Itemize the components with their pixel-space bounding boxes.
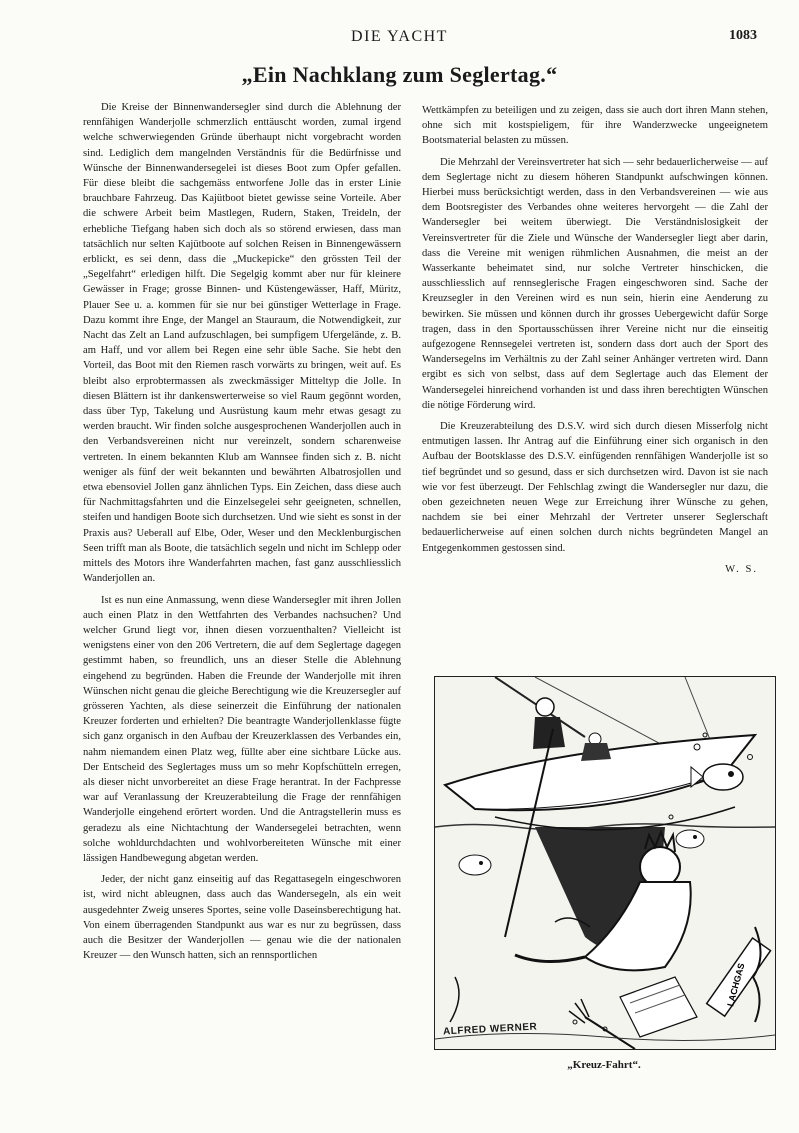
illustration-caption: „Kreuz-Fahrt“. (567, 1059, 641, 1071)
right-column (422, 103, 768, 663)
paragraph: Die Kreise der Binnenwandersegler sind durch die Ablehnung der rennfähigen Wanderjolle schmerzlich enttäuscht worden, zumal irgend welche schwerwiegenden Gründe überhaupt nicht vorgebracht worden sind. Lediglich dem mangelnden Verständnis für die Bedürfnisse und Wünsche der Binnenwandersegelei ist dieses Boot zum Opfer gefallen. Für diese bleibt die sachgemäss entworfene Jolle das in erster Linie brauchbare Fahrzeug. Das Kajütboot bietet gewisse seine Vorteile. Aber die schwere Arbeit beim Mastlegen, Rudern, Staken, Treideln, der erhebliche Tiefgang haben sich doch als so störend erwiesen, dass man tatsächlich nur selten Kajütboote auf solchen Reisen in Binnengewässern erblickt, es sei denn, dass die „Muckepicke“ den grössten Teil der „Segelfahrt“ erledigen hilft. Die Segelgig kommt aber nur für kleinere Gewässer in Frage; grosse Binnen- und Küstengewässer, Haff, Müritz, Plauer See u. a. kommen für sie nur bei günstiger Wetterlage in Frage. Dazu kommt ihre Enge, der Mangel an Stauraum, die Notwendigkeit, zur Nacht das Zelt an Land aufzuschlagen, bei sumpfigem Ufergelände, z. B. am Haff, und vor allem bei Regen eine sehr üble Sache. Sie hebt den Vorteil, das Boot mit den Riemen rasch vorwärts zu bringen, weit auf. Es bleibt also erprobtermassen als zweckmässiger Mitteltyp die Jolle. In diesen Blättern ist ihr dankenswerterweise so viel Raum gegönnt worden, dass über Typ, Takelung und Ausrüstung kaum mehr etwas gesagt zu werden braucht. Wir finden solche ausgesprochenen Wanderjollen auch in den Verbandsvereinen nicht nur vereinzelt, sondern scharenweise vertreten. In einem bekannten Klub am Wannsee finden sich z. B. nicht weniger als fünf der weit bekannten und bewährten Albatrosjollen und etwa ebensoviel Jollen ganz ähnlichen Typs. Ein Zeichen, dass diese auch für Nachmittagsfahrten und die Einzelsegelei sehr geeigneten, schnellen, steifen und handigen Boote sich durchsetzen. Und wie sieht es sonst in der Praxis aus? Ueberall auf Elbe, Oder, Weser und den Mecklenburgischen Seen trifft man als Boote, die tatsächlich segeln und nicht im Schlepp oder mittels des Motors ihre Wanderfahrten machen, fast ganz ausschliesslich Wanderjollen an. (83, 102, 401, 585)
artist-signature: ALFRED WERNER (442, 1021, 538, 1038)
cartoon-illustration (434, 676, 776, 1050)
running-head (40, 28, 759, 50)
paragraph: Die Mehrzahl der Vereinsvertreter hat sich — sehr bedauerlicherweise — auf dem Seglertage nicht zu diesem höheren Standpunkt aufschwingen können. Hierbei muss berücksichtigt werden, dass in den Verbandsvereinen — wie aus dem Bootsregister des Verbandes ohne weiteres hervorgeht — die Zahl der Wandersegler bei weitem überwiegt. Die Verständnislosigkeit der Vereinsvertreter für die Ziele und Wünsche der Wandersegler liegt aber darin, dass die Vereine mit wenigen rühmlichen Ausnahmen, die meist an der Wasserkante beheimatet sind, nur solche Vertreter hinschicken, die ausschliesslich auf rennseglerische Fragen eingeschworen sind. Sache der Kreuzsegler in den Vereinen wird es nun sein, hierin eine Aenderung zu bewirken. Sie müssen und können durch ihr grosses Uebergewicht dafür Sorge tragen, dass in den Sportausschüssen ihrer Vereine nicht nur die einseitig aufgezogene Rennsegelei vertreten ist, sondern dass dort auch der Sport des Wandersegelns im Verhältnis zu der Zahl seiner Anhänger vertreten wird. Dann ergibt es sich von selbst, dass auf dem Seglertage auch das Element der Wandersegelei hinreichend vorhanden ist und dass ihren berechtigten Wünschen die nötige Förderung wird. (422, 156, 768, 411)
article-title: „Ein Nachklang zum Seglertag.“ (241, 62, 558, 87)
paragraph: Ist es nun eine Anmassung, wenn diese Wandersegler mit ihren Jollen auch einen Platz in den Wettfahrten des Verbandes nachsuchen? Und welcher Grund liegt vor, ihnen diesen vorzuenthalten? Vielleicht ist wenigstens einer von den 206 Vertretern, die auf dem Seglertage dagegen gestimmt haben, so freundlich, uns an dieser Stelle die Ablehnung eingehend zu begründen. Haben die Freunde der Wanderjolle mit ihren Wünschen nicht genau die gleiche Berechtigung wie die Kreuzersegler auf grösseren Yachten, als diese seinerzeit die Einführung der nationalen Kreuzer forderten und erhielten? Die beantragte Wanderjollenklasse fügte sich ganz organisch in den Aufbau der Kreuzerklassen des Verbandes ein, nahm niemandem einen Platz weg, füllte aber eine sichtbare Lücke aus. Der Entscheid des Seglertages muss um so mehr Kopfschütteln erregen, als dieser nicht unvorbereitet an diese Frage herantrat. In der Fachpresse war auf Veranlassung der Kreuzerabteilung die Frage der rennfähigen Wanderjolle eingehend erörtert worden. Und die Antragstellerin muss es geradezu als eine Nichtachtung der Wandersegelei betrachten, wenn solche wohldurchdachten und wohlvorbereiteten Wünsche mit einer lässigen Handbewegung abgetan werden. (83, 594, 401, 864)
paragraph: Die Kreuzerabteilung des D.S.V. wird sich durch diesen Misserfolg nicht entmutigen lassen. Ihr Antrag auf die Einführung einer sich organisch in den Aufbau der Bootsklasse des D.S.V. einfügenden rennfähigen Wanderjolle ist so tief begründet und so gesund, dass er sich durchsetzen wird. Davon ist sie nach wie vor fest überzeugt. Der Fehlschlag zwingt die Wandersegler nur dazu, die oben gezeichneten neuen Wege zur Erreichung ihrer Wünsche zu gehen, nachdem sie bei einer Mehrzahl der Vertreter unserer Seglerschaft bedauerlicherweise auf einen solchen durch nichts begründeten Mangel an Entgegenkommen gestossen sind. (422, 421, 768, 554)
paragraph: Jeder, der nicht ganz einseitig auf das Regattasegeln eingeschworen ist, wird nicht ableugnen, dass auch das Wandersegeln, als ein weit ausgedehnter Zweig unseres Sportes, seine volle Daseinsberechtigung hat. Von einem überragenden Standpunkt aus war es nur zu begrüssen, dass auch die Besitzer der Wanderjollen — genau wie die der nationalen Kreuzer — den Wunsch hatten, sich an rennsportlichen (83, 874, 401, 962)
running-title: DIE YACHT (351, 28, 448, 45)
page-number: 1083 (729, 28, 757, 43)
author-signature: W. S. (725, 563, 758, 575)
left-column (83, 100, 401, 1110)
cartoon-drawing (435, 677, 775, 1049)
crate-label: LACHGAS (725, 961, 747, 1008)
paragraph-continuation: Wettkämpfen zu beteiligen und zu zeigen, dass sie auch dort ihren Mann stehen, ohne sich mit kostspieligem, für ihre Wanderzwecke ungeeignetem Bootsmaterial belasten zu müssen. (422, 105, 768, 147)
